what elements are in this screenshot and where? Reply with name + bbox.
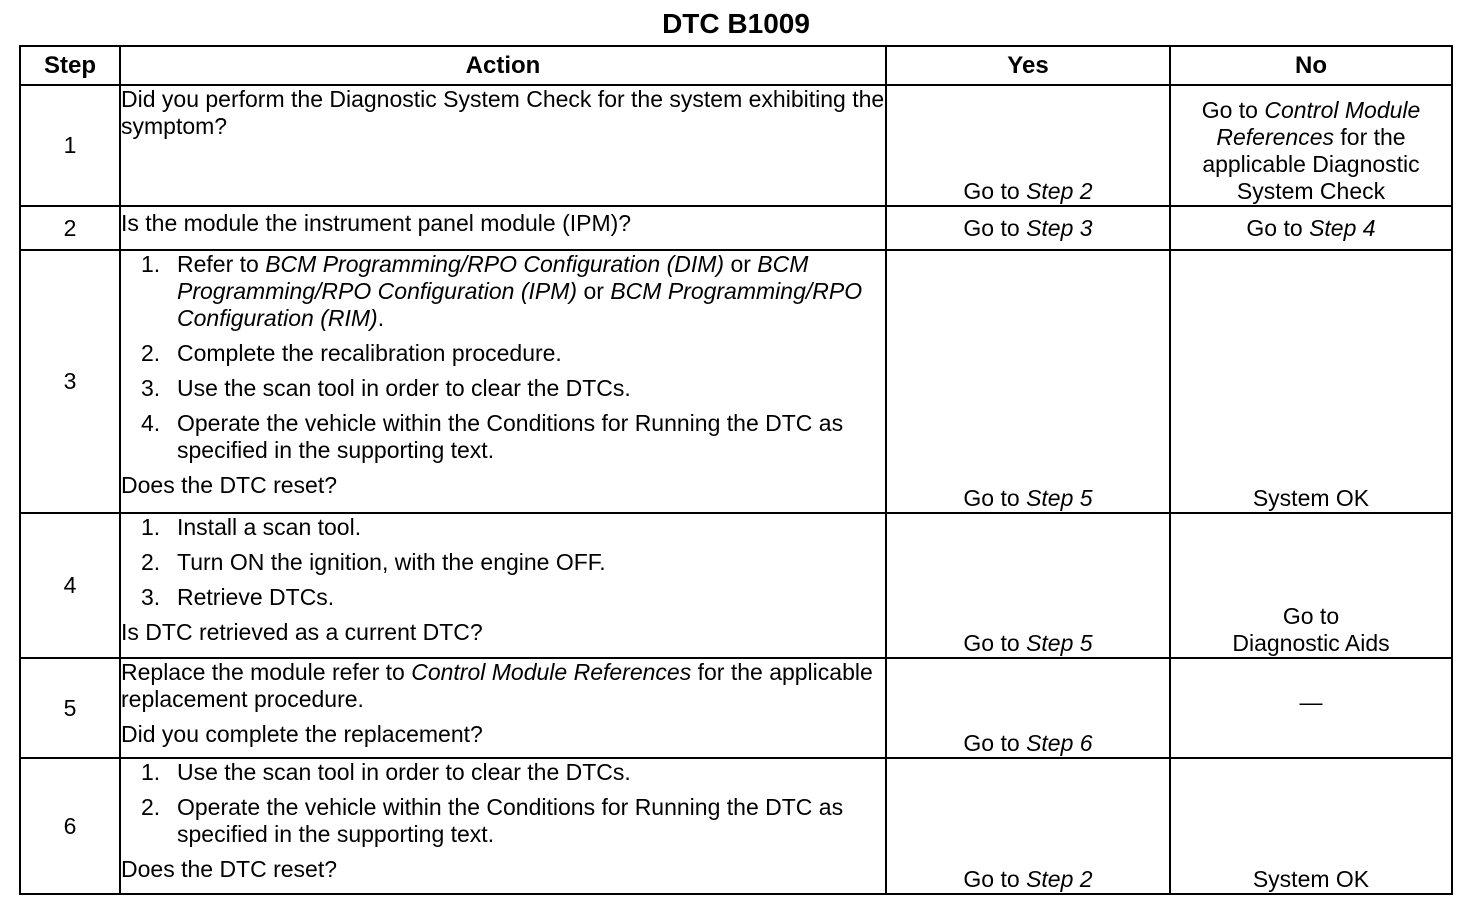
header-row bbox=[20, 46, 1452, 85]
item-text: Install a scan tool. bbox=[177, 514, 362, 540]
item-text: or bbox=[724, 251, 758, 277]
action-text bbox=[121, 659, 885, 713]
item-text: Refer to bbox=[177, 251, 266, 277]
no-cell bbox=[1170, 85, 1452, 206]
procedure-list bbox=[121, 514, 885, 611]
question-text: Does the DTC reset? bbox=[121, 856, 338, 882]
action-cell bbox=[120, 250, 886, 513]
yes-ref: Step 5 bbox=[1026, 485, 1093, 511]
header-action: Action bbox=[120, 46, 886, 85]
action-suffix: for the applicable replacement procedure. bbox=[121, 659, 873, 712]
list-item: 1. Use the scan tool in order to clear the DTCs. bbox=[141, 759, 631, 785]
step-number: 5 bbox=[20, 658, 120, 758]
question-text: Did you complete the replacement? bbox=[121, 721, 483, 747]
list-item: 2. Complete the recalibration procedure. bbox=[141, 340, 562, 366]
item-text: Operate the vehicle within the Conditions for Running the DTC as specified in the supporting text. bbox=[177, 794, 844, 847]
no-ref: Control Module References bbox=[1216, 97, 1421, 150]
item-ref: BCM Programming/RPO Configuration (DIM) bbox=[265, 251, 725, 277]
yes-prefix: Go to bbox=[963, 178, 1027, 204]
no-text: System OK bbox=[1252, 866, 1370, 892]
no-ref: Step 4 bbox=[1309, 214, 1376, 241]
procedure-list bbox=[121, 251, 885, 464]
item-text: Use the scan tool in order to clear the DTCs. bbox=[177, 759, 631, 785]
yes-ref: Step 5 bbox=[1026, 630, 1093, 656]
item-text: Operate the vehicle within the Conditions for Running the DTC as specified in the supporting text. bbox=[177, 410, 844, 463]
table-row bbox=[20, 85, 1452, 206]
item-text: Turn ON the ignition, with the engine OFF. bbox=[177, 549, 606, 575]
yes-ref: Step 2 bbox=[1026, 866, 1093, 892]
list-item: 3. Use the scan tool in order to clear the DTCs. bbox=[141, 375, 631, 401]
table-row bbox=[20, 758, 1452, 894]
yes-ref: Step 2 bbox=[1026, 178, 1093, 204]
item-text: Use the scan tool in order to clear the DTCs. bbox=[177, 375, 631, 401]
no-suffix: for the applicable Diagnostic System Check bbox=[1202, 124, 1420, 204]
item-ref: BCM Programming/RPO Configuration (IPM) bbox=[177, 251, 809, 304]
list-item: 1. Install a scan tool. bbox=[141, 514, 362, 540]
no-cell bbox=[1170, 250, 1452, 513]
header-no: No bbox=[1170, 46, 1452, 85]
step-number: 6 bbox=[20, 758, 120, 894]
no-prefix: Go to bbox=[1201, 97, 1265, 123]
list-item: 4. Operate the vehicle within the Conditions for Running the DTC as specified in the supporting text. bbox=[141, 410, 844, 463]
no-text: Go to bbox=[1282, 603, 1340, 629]
action-text: Is the module the instrument panel module (IPM)? bbox=[121, 210, 632, 236]
no-cell bbox=[1170, 758, 1452, 894]
action-cell bbox=[120, 758, 886, 894]
yes-cell bbox=[886, 206, 1170, 250]
action-prefix: Replace the module refer to bbox=[121, 659, 412, 685]
action-cell bbox=[120, 206, 886, 250]
table-row bbox=[20, 250, 1452, 513]
list-item: 2. Operate the vehicle within the Conditions for Running the DTC as specified in the supporting text. bbox=[141, 794, 844, 847]
no-cell bbox=[1170, 206, 1452, 250]
no-prefix: Go to bbox=[1246, 214, 1310, 241]
item-text: Retrieve DTCs. bbox=[177, 584, 335, 610]
diagnostic-table bbox=[19, 45, 1453, 895]
action-cell bbox=[120, 658, 886, 758]
step-number: 1 bbox=[20, 85, 120, 206]
header-yes: Yes bbox=[886, 46, 1170, 85]
yes-prefix: Go to bbox=[963, 866, 1027, 892]
document-title: DTC B1009 bbox=[662, 8, 810, 39]
yes-prefix: Go to bbox=[963, 630, 1027, 656]
question-text: Does the DTC reset? bbox=[121, 472, 338, 498]
item-text: . bbox=[377, 305, 385, 331]
no-text: — bbox=[1299, 689, 1323, 715]
list-item: 1. Refer to BCM Programming/RPO Configuration (DIM) or BCM Programming/RPO Configuration (IPM) or BCM Programming/RPO Configuration (RIM). bbox=[141, 251, 863, 331]
yes-prefix: Go to bbox=[963, 485, 1027, 511]
item-ref: BCM Programming/RPO Configuration (RIM) bbox=[177, 278, 863, 331]
action-ref: Control Module References bbox=[411, 659, 692, 685]
yes-cell bbox=[886, 658, 1170, 758]
step-number: 3 bbox=[20, 250, 120, 513]
table-row bbox=[20, 206, 1452, 250]
item-text: or bbox=[577, 278, 611, 304]
yes-cell bbox=[886, 758, 1170, 894]
step-number: 4 bbox=[20, 513, 120, 658]
list-item: 2. Turn ON the ignition, with the engine OFF. bbox=[141, 549, 606, 575]
no-cell bbox=[1170, 658, 1452, 758]
step-number: 2 bbox=[20, 206, 120, 250]
table-row bbox=[20, 513, 1452, 658]
yes-ref: Step 6 bbox=[1026, 730, 1093, 756]
item-text: Complete the recalibration procedure. bbox=[177, 340, 562, 366]
header-step: Step bbox=[20, 46, 120, 85]
list-item: 3. Retrieve DTCs. bbox=[141, 584, 335, 610]
no-text: System OK bbox=[1252, 485, 1370, 511]
question-text: Is DTC retrieved as a current DTC? bbox=[121, 619, 483, 645]
no-text: Diagnostic Aids bbox=[1232, 630, 1390, 656]
table-row bbox=[20, 658, 1452, 758]
yes-ref: Step 3 bbox=[1026, 214, 1093, 241]
action-cell bbox=[120, 85, 886, 206]
yes-cell bbox=[886, 250, 1170, 513]
procedure-list bbox=[121, 759, 885, 848]
yes-cell bbox=[886, 85, 1170, 206]
action-text: Did you perform the Diagnostic System Check for the system exhibiting the symptom? bbox=[121, 86, 885, 139]
yes-prefix: Go to bbox=[963, 214, 1027, 241]
yes-prefix: Go to bbox=[963, 730, 1027, 756]
no-cell bbox=[1170, 513, 1452, 658]
action-cell bbox=[120, 513, 886, 658]
yes-cell bbox=[886, 513, 1170, 658]
